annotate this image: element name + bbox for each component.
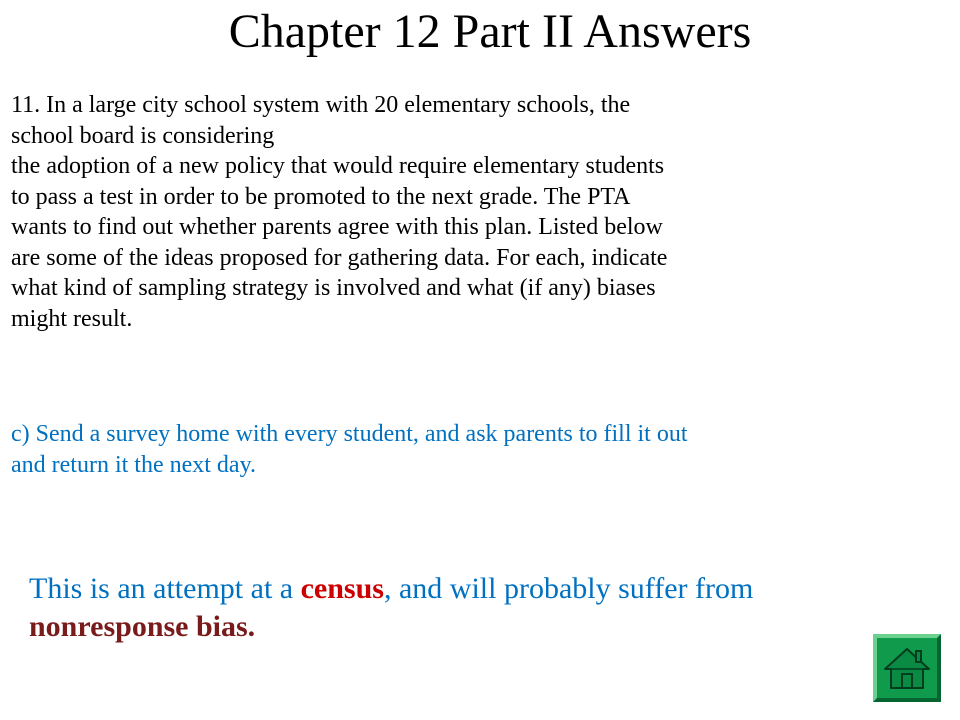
question-line: what kind of sampling strategy is involved and what (if any) biases xyxy=(11,275,656,301)
home-button[interactable] xyxy=(873,634,941,702)
question-line: school board is considering xyxy=(11,122,275,149)
home-icon xyxy=(877,638,937,698)
conclusion-text xyxy=(29,570,949,646)
question-line: are some of the ideas proposed for gathering data. For each, indicate xyxy=(11,244,668,271)
conclusion-line-2 xyxy=(29,608,949,646)
question-line: the adoption of a new policy that would require elementary students xyxy=(11,153,665,179)
nonresponse-bias-keyword: nonresponse bias. xyxy=(29,610,256,643)
question-line: 11. In a large city school system with 20 elementary schools, the xyxy=(11,92,631,118)
part-c-line: and return it the next day. xyxy=(11,451,257,478)
conclusion-prefix: This is an attempt at a xyxy=(29,572,301,605)
conclusion-line-1 xyxy=(29,570,949,608)
census-keyword: census xyxy=(300,572,384,605)
question-line: wants to find out whether parents agree with this plan. Listed below xyxy=(11,214,663,240)
conclusion-middle: , and will probably suffer from xyxy=(383,572,754,605)
question-text xyxy=(11,90,891,334)
question-line: might result. xyxy=(11,305,133,332)
page-title: Chapter 12 Part II Answers xyxy=(228,5,752,58)
part-c-text xyxy=(11,419,931,480)
part-c-line: c) Send a survey home with every student, and ask parents to fill it out xyxy=(11,421,688,447)
question-line: to pass a test in order to be promoted to the next grade. The PTA xyxy=(11,183,631,210)
